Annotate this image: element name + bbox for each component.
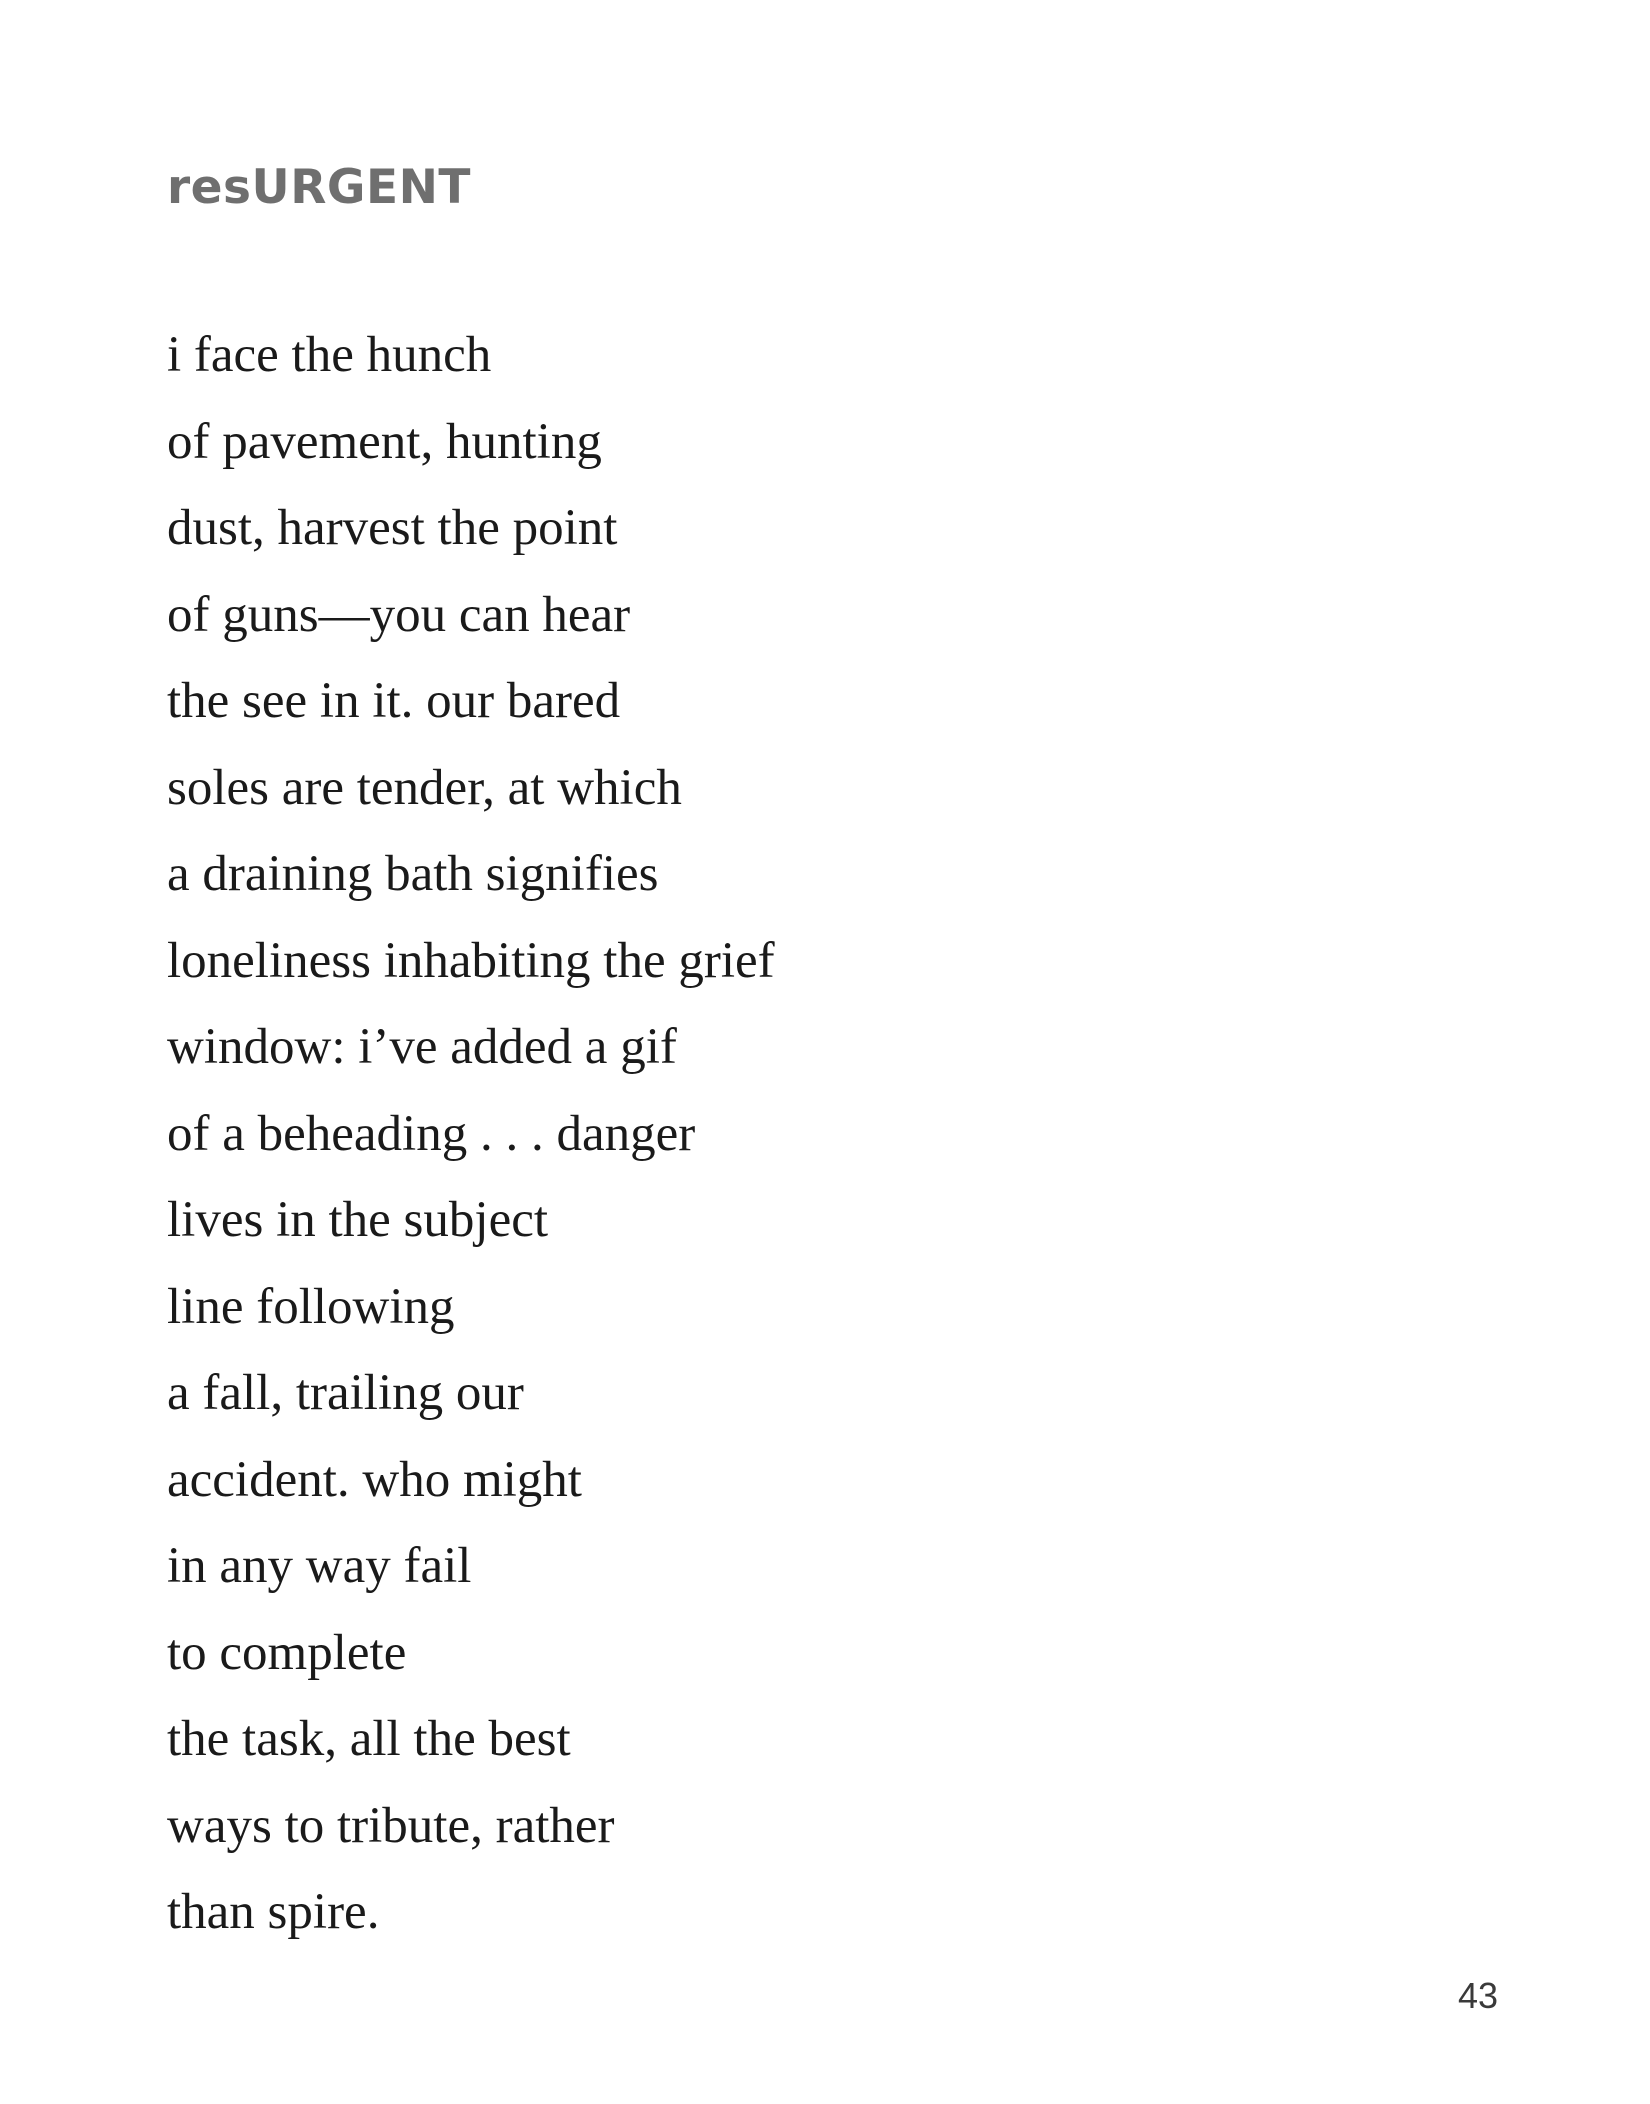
poem-line: the see in it. our bared (167, 673, 621, 729)
poem-title: resURGENT (167, 160, 471, 215)
poem-line: a draining bath signifies (167, 846, 659, 902)
poem-line: than spire. (167, 1884, 380, 1940)
poem-line: line following (167, 1278, 455, 1335)
poem-line: a fall, trailing our (167, 1365, 524, 1421)
poem-line: of a beheading . . . danger (167, 1105, 696, 1162)
poem-body (167, 312, 775, 1956)
poem-line: i face the hunch (167, 327, 492, 383)
page-number: 43 (1458, 1975, 1499, 2016)
poem-line: loneliness inhabiting the grief (167, 932, 775, 989)
poem-line: soles are tender, at which (167, 759, 682, 816)
poem-line: to complete (167, 1624, 407, 1681)
poem-line: accident. who might (167, 1451, 582, 1508)
poem-line: dust, harvest the point (167, 500, 618, 556)
poem-line: ways to tribute, rather (167, 1797, 615, 1854)
poem-line: of pavement, hunting (167, 413, 602, 470)
poem-line: the task, all the best (167, 1711, 571, 1767)
poem-line: in any way fail (167, 1538, 472, 1594)
poem-line: lives in the subject (167, 1192, 549, 1248)
poem-line: of guns—you can hear (167, 586, 631, 643)
poem-line: window: i’ve added a gif (167, 1019, 677, 1075)
